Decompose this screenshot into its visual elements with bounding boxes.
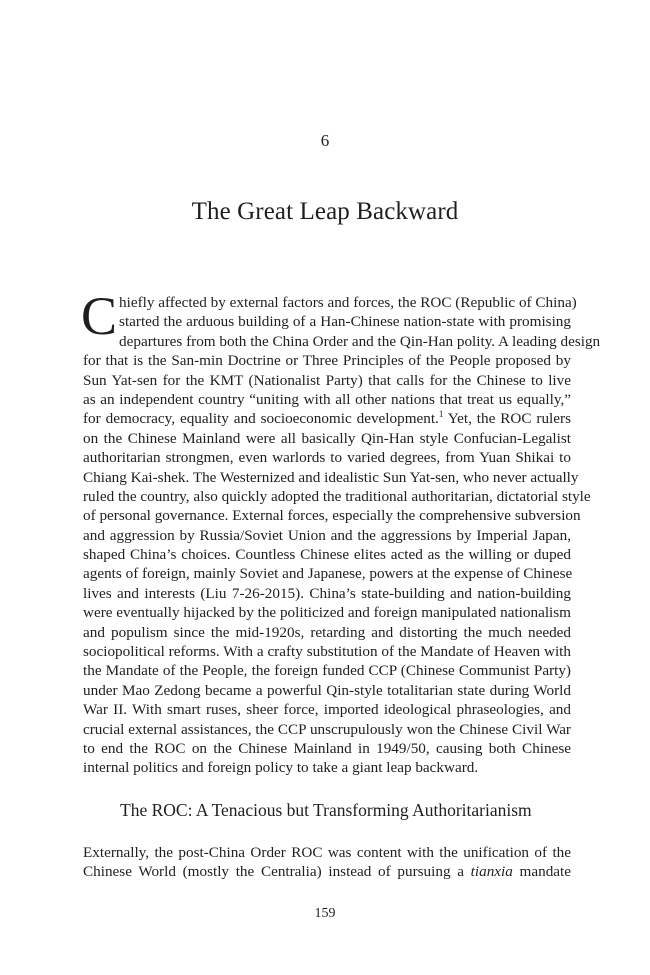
footnote-marker: 1 [438, 409, 444, 420]
text-line: sociopolitical reforms. With a crafty substitution of the Mandate of Heaven with [83, 643, 571, 661]
text-line: Chiang Kai-shek. The Westernized and idealistic Sun Yat-sen, who never actually [83, 468, 579, 486]
text-segment: Chinese World (mostly the Centralia) instead of pursuing a [83, 863, 471, 881]
text-line: shaped China’s choices. Countless Chinese elites acted as the willing or duped [83, 546, 571, 564]
text-line: departures from both the China Order and the Qin-Han polity. A leading design [119, 332, 601, 350]
chapter-number: 6 [320, 131, 330, 150]
text-line: War II. With smart ruses, sheer force, imported ideological phraseologies, and [83, 701, 571, 719]
text-line: under Mao Zedong became a powerful Qin-style totalitarian state during World [83, 681, 571, 699]
text-line-with-footnote [83, 409, 571, 428]
text-line: crucial external assistances, the CCP unscrupulously won the Chinese Civil War [83, 720, 571, 738]
text-line: authoritarian strongmen, even warlords to varied degrees, from Yuan Shikai to [83, 449, 571, 467]
text-line: were eventually hijacked by the politicized and foreign manipulated nationalism [83, 604, 571, 622]
section-paragraph [83, 843, 571, 882]
text-line: and populism since the mid-1920s, retarding and distorting the much needed [83, 623, 571, 641]
text-line: ruled the country, also quickly adopted the traditional authoritarian, dictatorial style [83, 487, 591, 505]
text-segment: mandate [512, 863, 571, 881]
chapter-title: The Great Leap Backward [191, 198, 459, 225]
page-number: 159 [314, 906, 336, 921]
text-line: hiefly affected by external factors and forces, the ROC (Republic of China) [119, 294, 577, 311]
text-line: for that is the San-min Doctrine or Three Principles of the People proposed by [83, 352, 571, 370]
text-line: and aggression by Russia/Soviet Union and the aggressions by Imperial Japan, [83, 526, 571, 544]
text-line: on the Chinese Mainland were all basically Qin-Han style Confucian-Legalist [83, 429, 571, 447]
text-line: started the arduous building of a Han-Chinese nation-state with promising [119, 313, 571, 331]
text-line: as an independent country “uniting with all other nations that treat us equally,” [83, 390, 571, 408]
section-heading: The ROC: A Tenacious but Transforming Authoritarianism [120, 800, 532, 820]
italic-term: tianxia [470, 863, 513, 881]
text-line-with-italic [83, 862, 571, 881]
text-line: to end the ROC on the Chinese Mainland in 1949/50, causing both Chinese [83, 739, 571, 757]
text-line: Sun Yat-sen for the KMT (Nationalist Party) that calls for the Chinese to live [83, 371, 571, 389]
drop-cap: C [81, 286, 118, 346]
text-line: lives and interests (Liu 7-26-2015). China’s state-building and nation-building [83, 584, 571, 602]
text-line: of personal governance. External forces, especially the comprehensive subversion [83, 507, 581, 525]
text-line: agents of foreign, mainly Soviet and Japanese, powers at the expense of Chinese [83, 565, 573, 583]
text-segment: for democracy, equality and socioeconomic development. [83, 410, 439, 428]
text-line: internal politics and foreign policy to take a giant leap backward. [83, 759, 479, 777]
opening-paragraph [81, 286, 601, 778]
text-segment: Yet, the ROC rulers [443, 410, 571, 428]
text-line: the Mandate of the People, the foreign funded CCP (Chinese Communist Party) [83, 662, 571, 680]
text-line: Externally, the post-China Order ROC was content with the unification of the [83, 844, 571, 861]
